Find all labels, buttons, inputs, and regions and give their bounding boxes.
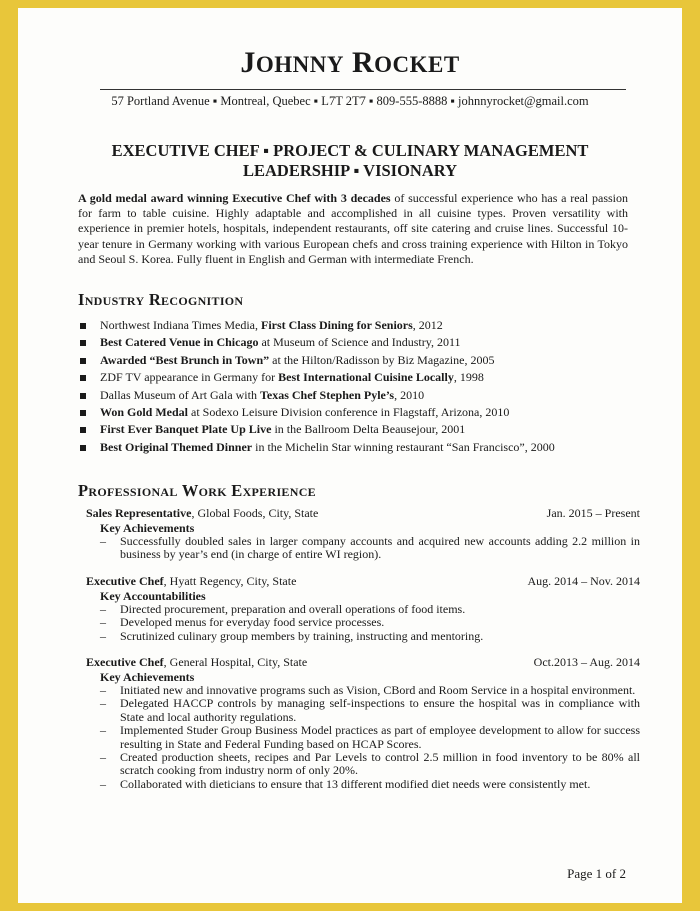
dash-icon: –: [100, 534, 106, 548]
list-item: Best Catered Venue in Chicago at Museum of Science and Industry, 2011: [78, 334, 638, 351]
job-subheading: Key Accountabilities: [100, 589, 206, 603]
list-item: First Ever Banquet Plate Up Live in the Ballroom Delta Beausejour, 2001: [78, 421, 638, 438]
list-item: Best Original Themed Dinner in the Michelin Star winning restaurant “San Francisco”, 2000: [78, 439, 638, 456]
job-entry: [86, 574, 640, 643]
job-title: Executive Chef: [86, 655, 164, 669]
bullet-icon: [80, 323, 86, 329]
page-number: Page 1 of 2: [567, 866, 626, 881]
list-item: – Implemented Studer Group Business Model practices as part of employee development to allow for success resulting in State and Federal Funding based on HCAP Scores.: [100, 723, 640, 751]
bullet-icon: [80, 393, 86, 399]
list-item: ZDF TV appearance in Germany for Best International Cuisine Locally, 1998: [78, 369, 638, 386]
job-bullets: [86, 535, 640, 562]
list-item: – Delegated HACCP controls by managing self-inspections to ensure the hospital was in compliance with State and local authority regulations.: [100, 696, 640, 724]
list-item: – Successfully doubled sales in larger company accounts and acquired new accounts adding 2.2 million in business by year’s end (in charge of entire WI region).: [100, 534, 640, 562]
summary-lead: A gold medal award winning Executive Chef with 3 decades: [78, 191, 391, 205]
job-subheading: Key Achievements: [100, 521, 195, 535]
job-entry: [86, 506, 640, 562]
list-item: – Developed menus for everyday food service processes.: [100, 615, 385, 630]
job-dates: Oct.2013 – Aug. 2014: [533, 655, 640, 669]
list-item: Dallas Museum of Art Gala with Texas Chef Stephen Pyle’s, 2010: [78, 387, 638, 404]
list-item: Northwest Indiana Times Media, First Class Dining for Seniors, 2012: [78, 317, 638, 334]
list-item: Awarded “Best Brunch in Town” at the Hilton/Radisson by Biz Magazine, 2005: [78, 352, 638, 369]
job-employer: , Global Foods, City, State: [191, 506, 319, 520]
dash-icon: –: [100, 750, 106, 765]
list-item: – Scrutinized culinary group members by training, instructing and mentoring.: [100, 628, 484, 643]
job-dates: Jan. 2015 – Present: [546, 506, 640, 520]
dash-icon: –: [100, 602, 106, 616]
dash-icon: –: [100, 696, 106, 711]
list-item: Won Gold Medal at Sodexo Leisure Division conference in Flagstaff, Arizona, 2010: [78, 404, 638, 421]
headline-line-2: LEADERSHIP ▪ VISIONARY: [242, 161, 458, 180]
dash-icon: –: [100, 615, 106, 630]
job-header: [86, 655, 640, 670]
bullet-icon: [80, 358, 86, 364]
section-title-experience: Professional Work Experience: [78, 481, 316, 500]
candidate-name: JOHNNY ROCKET: [240, 46, 460, 79]
headline-line-1: EXECUTIVE CHEF ▪ PROJECT & CULINARY MANAGEMENT: [111, 141, 589, 160]
resume-page: [18, 8, 682, 903]
contact-line: 57 Portland Avenue ▪ Montreal, Quebec ▪ L7T 2T7 ▪ 809-555-8888 ▪ johnnyrocket@gmail.com: [111, 94, 589, 108]
job-dates: Aug. 2014 – Nov. 2014: [527, 574, 640, 588]
job-title: Executive Chef: [86, 574, 164, 588]
summary-paragraph: [78, 191, 628, 267]
professional-headline: [18, 141, 682, 181]
bullet-icon: [80, 445, 86, 451]
job-header: [86, 574, 640, 589]
dash-icon: –: [100, 683, 106, 697]
job-bullets: [86, 603, 640, 643]
dash-icon: –: [100, 723, 106, 738]
bullet-icon: [80, 340, 86, 346]
bullet-icon: [80, 410, 86, 416]
recognition-list: [78, 317, 638, 456]
list-item: – Initiated new and innovative programs such as Vision, CBord and Room Service in a hospital environment.: [100, 683, 636, 697]
job-title: Sales Representative: [86, 506, 192, 520]
section-title-recognition: Industry Recognition: [78, 290, 244, 309]
list-item: – Created production sheets, recipes and Par Levels to control 2.5 million in food inventory to be 80% all scratch cooking from industry norm of only 20%.: [100, 750, 640, 778]
job-header: [86, 506, 640, 521]
dash-icon: –: [100, 776, 106, 791]
bullet-icon: [80, 375, 86, 381]
job-employer: , General Hospital, City, State: [163, 655, 308, 669]
list-item: – Collaborated with dieticians to ensure that 13 different modified diet needs were consistently met.: [100, 776, 591, 791]
bullet-icon: [80, 427, 86, 433]
summary-text: of successful experience who has a real passion for farm to table cuisine. Highly adaptable and accomplished in all cuisine types. Proven versatility with experience in premier hotels, hospitals, independent restaurants, off site catering and cruise lines. Successful 10-year tenure in Germany working with various European chefs and cross training experience with Hilton in Tokyo and Seoul S. Korea. Fully fluent in English and German with intermediate French.: [78, 191, 628, 266]
job-entry: [86, 655, 640, 791]
header-divider: [100, 89, 626, 90]
list-item: – Directed procurement, preparation and overall operations of food items.: [100, 602, 466, 616]
job-subheading: Key Achievements: [100, 670, 195, 684]
job-employer: , Hyatt Regency, City, State: [163, 574, 297, 588]
job-bullets: [86, 684, 640, 791]
dash-icon: –: [100, 628, 106, 643]
